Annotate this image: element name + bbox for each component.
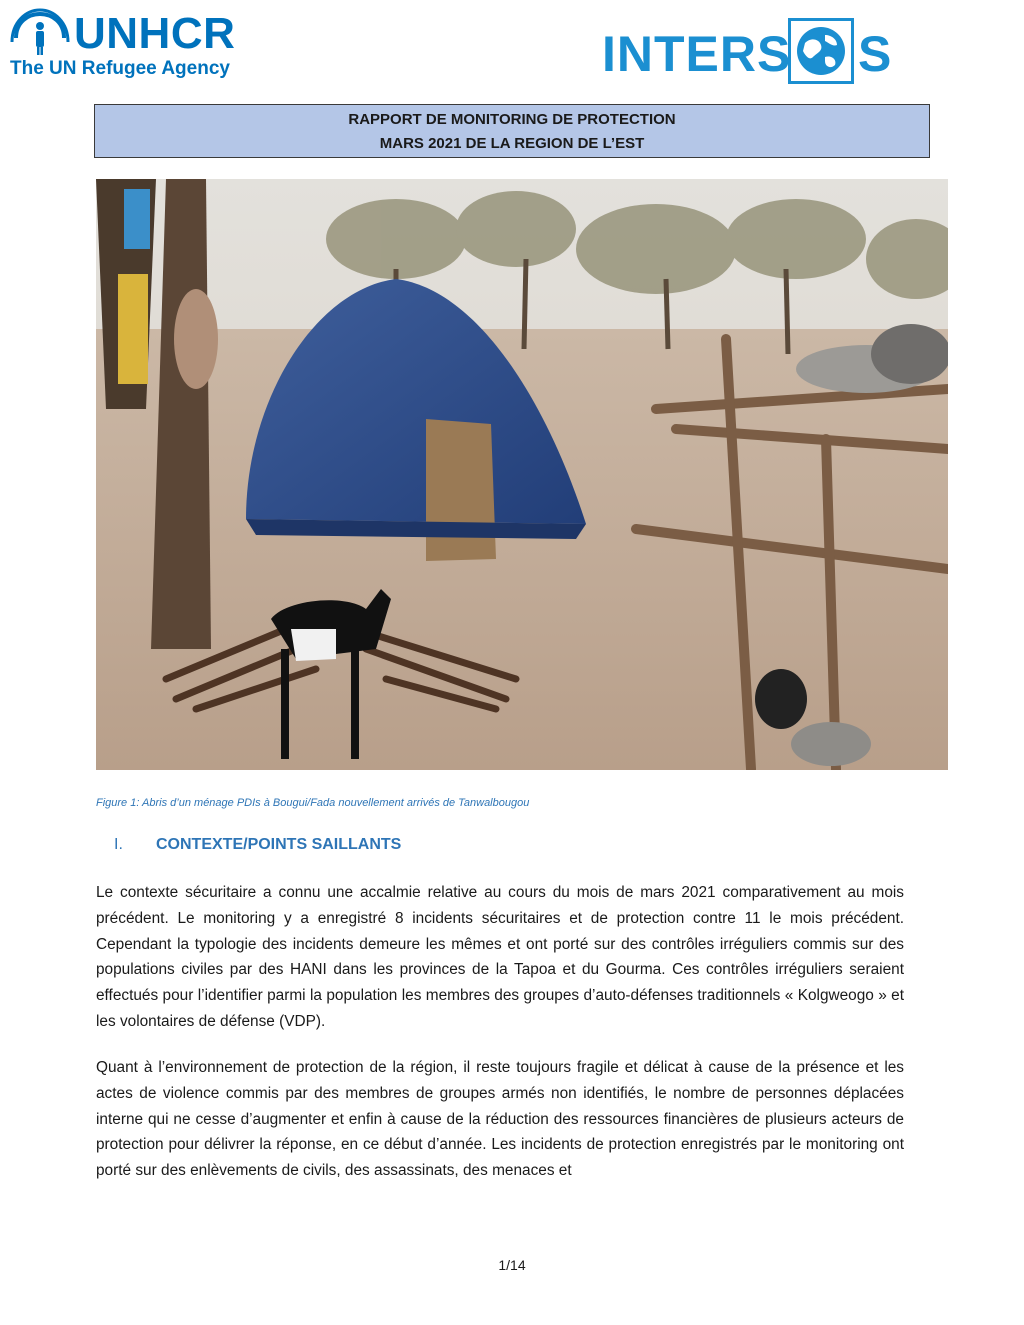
report-title-line1: RAPPORT DE MONITORING DE PROTECTION [348,111,676,128]
unhcr-wordmark: UNHCR [74,9,236,58]
intersos-wordmark-part1: INTERS [602,26,792,82]
report-title-line2: MARS 2021 DE LA REGION DE L’EST [379,135,645,152]
page-number: 1/14 [498,1257,526,1273]
section-heading [114,836,401,854]
section-number: I. [114,836,123,853]
section-title: CONTEXTE/POINTS SAILLANTS [156,836,402,853]
report-title-box [94,104,930,158]
unhcr-tagline: The UN Refugee Agency [10,58,230,79]
figure-caption: Figure 1: Abris d’un ménage PDIs à Bougui/Fada nouvellement arrivés de Tanwalbougou [96,797,530,809]
unhcr-emblem-icon [10,8,70,56]
paragraph: Quant à l’environnement de protection de la région, il reste toujours fragile et délicat à cause de la présence et les actes de violence commis par des membres de groupes armés non identifiés, le nombre de personnes déplacées interne qui ne cesse d’augmenter et enfin à cause de la réduction des ressources financières de plusieurs acteurs de protection pour délivrer la réponse, en ce début d’année. Les incidents de protection enregistrés par le monitoring ont porté sur des enlèvements de civils, des assassinats, des menaces et [96,1059,904,1180]
intersos-wordmark-part2: S [858,26,892,82]
paragraph: Le contexte sécuritaire a connu une accalmie relative au cours du mois de mars 2021 comparativement au mois précédent. Le monitoring y a enregistré 8 incidents sécuritaires et de protection contre 11 le mois précédent. Cependant la typologie des incidents demeure les mêmes et ont porté sur des contrôles irréguliers commis sur des populations civiles par des HANI dans les provinces de la Tapoa et du Gourma. Ces contrôles irréguliers seraient effectués pour l’identifier parmi la population les membres des groupes d’auto-défenses traditionnels « Kolgweogo » et les volontaires de défense (VDP). [96,884,904,1030]
globe-box [788,18,854,84]
unhcr-logo [10,8,280,80]
intersos-logo [602,16,902,88]
globe-icon [791,21,851,81]
shelter-photo [96,179,948,770]
